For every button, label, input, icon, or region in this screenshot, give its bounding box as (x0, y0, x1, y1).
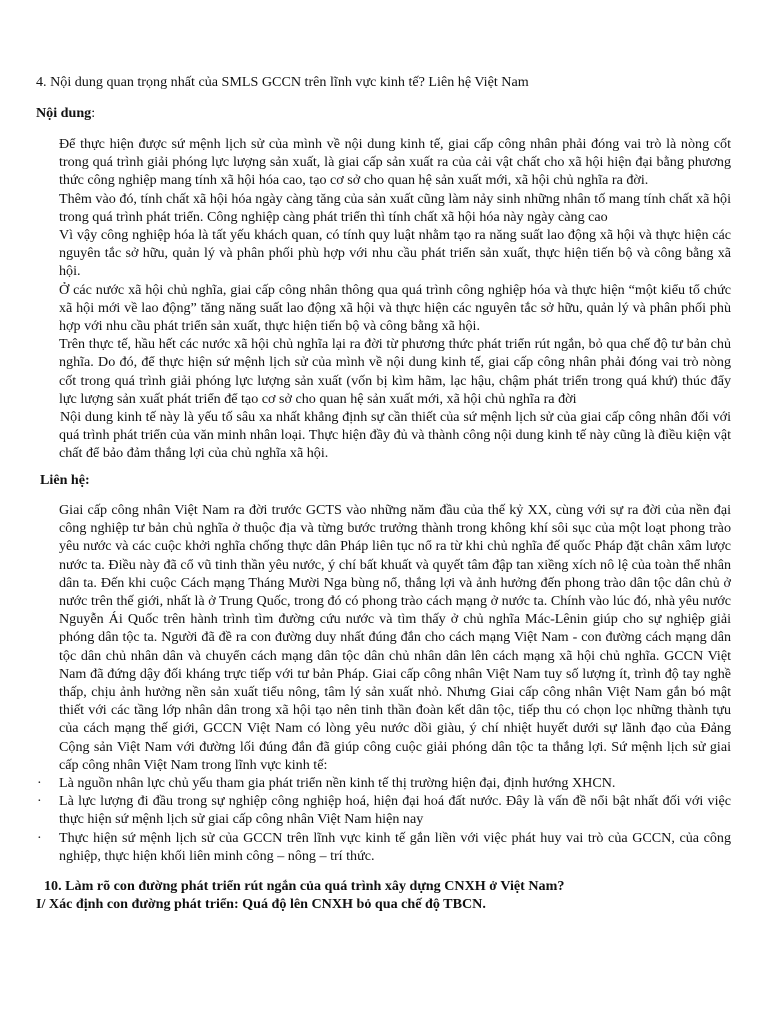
noi-dung-body (59, 135, 731, 463)
lien-he-bullet-3-text: Thực hiện sứ mệnh lịch sử của GCCN trên lĩnh vực kinh tế gắn liền với việc phát huy vai trò của GCCN, của công nghiệp, thực hiện khối liên minh công – nông – trí thức. (59, 829, 731, 864)
question-10-heading: 10. Làm rõ con đường phát triển rút ngắn của quá trình xây dựng CNXH ở Việt Nam? (44, 878, 565, 894)
noi-dung-paragraph-4: Ở các nước xã hội chủ nghĩa, giai cấp công nhân thông qua quá trình công nghiệp hóa và thực hiện “một kiểu tổ chức xã hội mới về lao động” tăng năng suất lao động xã hội và thực hiện các nguyên tắc sở hữu, quản lý và phân phối phù hợp với nhu cầu phát triển sản xuất, thực hiện tiến bộ và công bằng xã hội. (59, 281, 731, 335)
lien-he-paragraph: Giai cấp công nhân Việt Nam ra đời trước GCTS vào những năm đầu của thế kỷ XX, cùng với sự ra đời của nền đại công nghiệp tư bản chủ nghĩa ở thuộc địa và từng bước trưởng thành trong không khí sôi sục của một loạt phong trào yêu nước và các cuộc khởi nghĩa chống thực dân Pháp liên tục nổ ra từ khi chủ nghĩa đế quốc Pháp đặt chân xâm lược nước ta. Điều này đã cổ vũ tinh thần yêu nước, ý chí bất khuất và quyết tâm đập tan xiềng xích nô lệ của toàn thể nhân dân ta. Đến khi cuộc Cách mạng Tháng Mười Nga bùng nổ, thắng lợi và ảnh hưởng đến phong trào dân tộc dân chủ ở nước trên thế giới, nhất là ở Trung Quốc, trong đó có phong trào cách mạng ở nước ta. Chính vào lúc đó, nhà yêu nước Nguyễn Ái Quốc trên hành trình tìm đường cứu nước và tìm thấy ở chủ nghĩa Mác-Lênin giúp cho sự nghiệp giải phóng dân tộc ta. Người đã đề ra con đường duy nhất đúng đắn cho cách mạng Việt Nam - con đường cách mạng dân tộc dân chủ nhân dân và chuyển cách mạng dân tộc dân chủ nhân dân lên cách mạng xã hội chủ nghĩa. GCCN Việt Nam đã đứng dậy đối kháng trực tiếp với tư bản Pháp. Giai cấp công nhân Việt Nam tuy số lượng ít, trình độ tay nghề thấp, chịu ảnh hưởng nền sản xuất tiểu nông, tâm lý sản xuất nhỏ. Nhưng Giai cấp công nhân Việt Nam gắn bó mật thiết với các tầng lớp nhân dân trong xã hội tạo nên tinh thần đoàn kết dân tộc, tiếp thu có chọn lọc những thành tựu của cách mạng thế giới, GCCN Việt Nam có lòng yêu nước dồi giàu, ý chí nhiệt huyết dưới sự lãnh đạo của Đảng Cộng sản Việt Nam với đường lối đúng đắn đã giúp công cuộc giải phóng dân tộc ta thắng lợi. Sứ mệnh lịch sử giai cấp công nhân Việt Nam trong lĩnh vực kinh tế: (59, 502, 731, 773)
bullet-dot-icon: · (37, 793, 42, 810)
noi-dung-label (36, 104, 95, 122)
lien-he-bullet-3 (37, 829, 731, 865)
lien-he-bullet-1 (37, 774, 731, 792)
noi-dung-colon: : (91, 105, 96, 121)
question-10-subheading: I/ Xác định con đường phát triển: Quá độ lên CNXH bỏ qua chế độ TBCN. (36, 896, 486, 912)
noi-dung-paragraph-5: Trên thực tế, hầu hết các nước xã hội chủ nghĩa lại ra đời từ phương thức phát triển rút ngắn, bỏ qua chế độ tư bản chủ nghĩa. Do đó, để thực hiện sứ mệnh lịch sử của mình về nội dung kinh tế, giai cấp công nhân phải đóng vai trò nòng cốt trong quá trình giải phóng lực lượng sản xuất (vốn bị kìm hãm, lạc hậu, chậm phát triển trong quá khứ) thúc đẩy lực lượng sản xuất phát triển để tạo cơ sở cho quan hệ sản xuất mới, xã hội chủ nghĩa ra đời (59, 336, 731, 407)
bullet-dot-icon: · (37, 775, 42, 792)
bullet-dot-icon: · (37, 829, 42, 846)
noi-dung-paragraph-3: Vì vậy công nghiệp hóa là tất yếu khách quan, có tính quy luật nhằm tạo ra năng suất lao động xã hội và thực hiện các nguyên tắc sở hữu, quản lý và phân phối phù hợp với nhu cầu phát triển sản xuất, thực hiện tiến bộ và công bằng xã hội. (59, 227, 731, 280)
question-4-heading: 4. Nội dung quan trọng nhất của SMLS GCCN trên lĩnh vực kinh tế? Liên hệ Việt Nam (36, 74, 529, 90)
lien-he-bullet-2 (37, 792, 731, 828)
lien-he-label: Liên hệ: (40, 472, 90, 488)
lien-he-bullet-2-text: Là lực lượng đi đầu trong sự nghiệp công nghiệp hoá, hiện đại hoá đất nước. Đây là vấn đề nổi bật nhất đối với việc thực hiện sứ mệnh lịch sử giai cấp công nhân Việt Nam hiện nay (59, 793, 731, 828)
noi-dung-paragraph-1: Để thực hiện được sứ mệnh lịch sử của mình về nội dung kinh tế, giai cấp công nhân phải đóng vai trò là nòng cốt trong quá trình giải phóng lực lượng sản xuất, là giai cấp sản xuất ra của cải vật chất cho xã hội hiện đại bằng phương thức công nghiệp mang tính xã hội hóa cao, tạo cơ sở cho quan hệ sản xuất mới, xã hội chủ nghĩa ra đời. (59, 136, 731, 189)
lien-he-bullet-1-text: Là nguồn nhân lực chủ yếu tham gia phát triển nền kinh tế thị trường hiện đại, định hướng XHCN. (59, 775, 616, 792)
lien-he-body (37, 501, 731, 865)
noi-dung-paragraph-6: Nội dung kinh tế này là yếu tố sâu xa nhất khẳng định sự cần thiết của sứ mệnh lịch sử của giai cấp công nhân đối với quá trình phát triển của văn minh nhân loại. Thực hiện đầy đủ và thành công nội dung kinh tế này cũng là điều kiện vật chất để bảo đảm thắng lợi của chủ nghĩa xã hội. (59, 409, 731, 462)
noi-dung-label-text: Nội dung (36, 105, 92, 121)
noi-dung-paragraph-2: Thêm vào đó, tính chất xã hội hóa ngày càng tăng của sản xuất cũng làm nảy sinh những nhân tố mang tính chất xã hội trong quá trình phát triển. Công nghiệp càng phát triển thì tính chất xã hội hóa này ngày càng cao (59, 190, 731, 225)
